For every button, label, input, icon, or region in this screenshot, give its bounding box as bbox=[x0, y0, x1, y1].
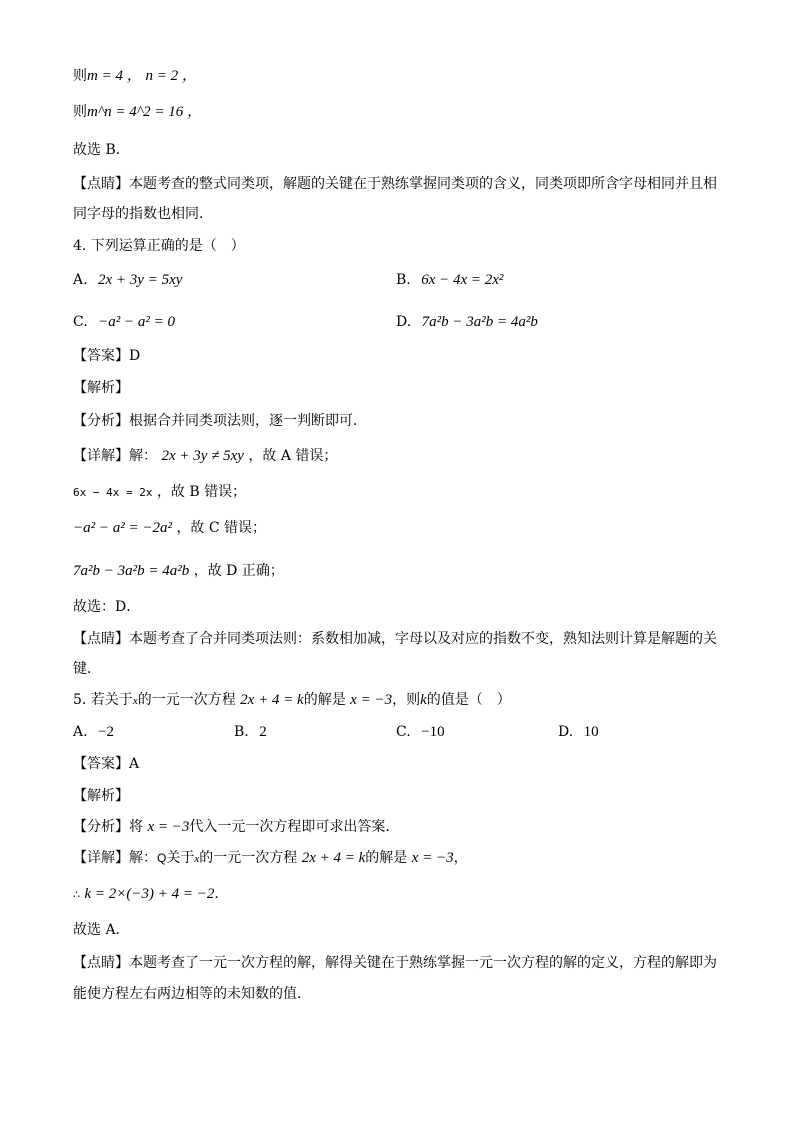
label: C. bbox=[73, 314, 88, 330]
question-5-title bbox=[73, 690, 511, 711]
because-symbol: Q bbox=[157, 851, 167, 865]
text: 代入一元一次方程即可求出答案． bbox=[189, 819, 400, 835]
q4-dianjing-2: 键． bbox=[73, 661, 101, 677]
label: A. bbox=[73, 272, 88, 288]
q5-option-c bbox=[396, 722, 445, 742]
line-m-n-values bbox=[73, 66, 197, 86]
math: x bbox=[194, 853, 200, 865]
text: 【详解】解： bbox=[73, 448, 157, 464]
text: 的值是（ ） bbox=[426, 692, 511, 708]
q5-analysis-heading: 【解析】 bbox=[73, 788, 129, 804]
dianjing-text: 【点睛】本题考查的整式同类项，解题的关键在于熟练掌握同类项的含义，同类项即所含字母相同并且相 bbox=[73, 176, 717, 192]
text: 则 bbox=[73, 68, 87, 84]
label: B. bbox=[396, 272, 411, 288]
text: 则 bbox=[73, 104, 87, 120]
q4-dianjing-1: 【点睛】本题考查了合并同类项法则：系数相加减，字母以及对应的指数不变，熟知法则计算是解题的关 bbox=[73, 631, 717, 647]
math: 6x − 4x = 2x² bbox=[421, 272, 504, 288]
q4-line-c bbox=[73, 518, 266, 538]
label: D. bbox=[558, 724, 574, 740]
q5-xiangjie bbox=[73, 848, 468, 869]
q5-option-b bbox=[234, 722, 267, 742]
line-m-power-n bbox=[73, 102, 202, 122]
math: 2x + 3y ≠ 5xy bbox=[161, 448, 244, 464]
math: 10 bbox=[583, 724, 599, 740]
math: k = 2×(−3) + 4 = −2 bbox=[84, 886, 215, 902]
q5-option-a bbox=[73, 722, 114, 742]
text: ，故 A 错误； bbox=[248, 448, 338, 464]
question-4-title: 4. 下列运算正确的是（ ） bbox=[73, 238, 245, 254]
label: C. bbox=[396, 724, 411, 740]
text: 的一元一次方程 bbox=[137, 692, 236, 708]
q4-option-c bbox=[73, 312, 175, 332]
q5-option-d bbox=[558, 722, 599, 742]
label: A. bbox=[73, 724, 88, 740]
math: −a² − a² = 0 bbox=[98, 314, 175, 330]
math: m^n = 4^2 = 16 ， bbox=[87, 104, 202, 120]
math: −a² − a² = −2a² bbox=[73, 520, 172, 536]
text: ． bbox=[214, 886, 229, 902]
math: −2 bbox=[98, 724, 114, 740]
math: 2x + 4 = k bbox=[240, 692, 304, 708]
line-select-b: 故选 B． bbox=[73, 142, 130, 158]
math: 7a²b − 3a²b = 4a²b bbox=[73, 563, 190, 579]
text: 5. 若关于 bbox=[73, 692, 133, 708]
q5-dianjing-2: 能使方程左右两边相等的未知数的值． bbox=[73, 986, 311, 1002]
math: x bbox=[132, 695, 138, 707]
q4-select: 故选：D． bbox=[73, 599, 141, 615]
text: 【分析】将 bbox=[73, 819, 143, 835]
math: 2x + 3y = 5xy bbox=[98, 272, 183, 288]
q5-answer: 【答案】A bbox=[73, 756, 140, 772]
q4-line-b bbox=[73, 482, 246, 503]
math: k bbox=[420, 692, 427, 708]
math: 7a²b − 3a²b = 4a²b bbox=[421, 314, 538, 330]
q4-line-d bbox=[73, 561, 284, 581]
text: ，故 D 正确； bbox=[193, 563, 284, 579]
q4-option-a bbox=[73, 270, 182, 290]
q4-option-b bbox=[396, 270, 503, 290]
line-dianjing-1 bbox=[73, 174, 717, 194]
label: D. bbox=[396, 314, 412, 330]
text: 的一元一次方程 bbox=[199, 850, 298, 866]
text: ， bbox=[453, 850, 468, 866]
q4-analysis-heading: 【解析】 bbox=[73, 380, 129, 396]
q5-dianjing-1: 【点睛】本题考查了一元一次方程的解，解得关键在于熟练掌握一元一次方程的解的定义，方程的解即为 bbox=[73, 955, 717, 971]
text: ，故 B 错误； bbox=[156, 484, 247, 500]
text: ，则 bbox=[392, 692, 421, 708]
text: 关于 bbox=[166, 850, 195, 866]
math: x = −3 bbox=[350, 692, 393, 708]
q4-fenxi: 【分析】根据合并同类项法则，逐一判断即可． bbox=[73, 413, 367, 429]
math: x = −3 bbox=[147, 819, 190, 835]
q5-select: 故选 A． bbox=[73, 922, 130, 938]
q4-xiangjie bbox=[73, 446, 337, 466]
line-dianjing-2: 同字母的指数也相同． bbox=[73, 206, 213, 222]
q4-option-d bbox=[396, 312, 538, 332]
text: 的解是 bbox=[303, 692, 346, 708]
math: 2x + 4 = k bbox=[301, 850, 366, 866]
q4-answer: 【答案】D bbox=[73, 348, 141, 364]
math: 2 bbox=[259, 724, 267, 740]
therefore-symbol: ∴ bbox=[73, 888, 80, 901]
q5-fenxi bbox=[73, 817, 399, 837]
math: m = 4 ， n = 2 ， bbox=[87, 68, 197, 84]
math: −10 bbox=[421, 724, 445, 740]
text: 【详解】解： bbox=[73, 850, 157, 866]
text: ，故 C 错误； bbox=[176, 520, 267, 536]
math: x = −3 bbox=[411, 850, 454, 866]
math: 6x − 4x = 2x bbox=[73, 486, 153, 499]
label: B. bbox=[234, 724, 249, 740]
q5-calc bbox=[73, 884, 228, 905]
text: 的解是 bbox=[365, 850, 408, 866]
